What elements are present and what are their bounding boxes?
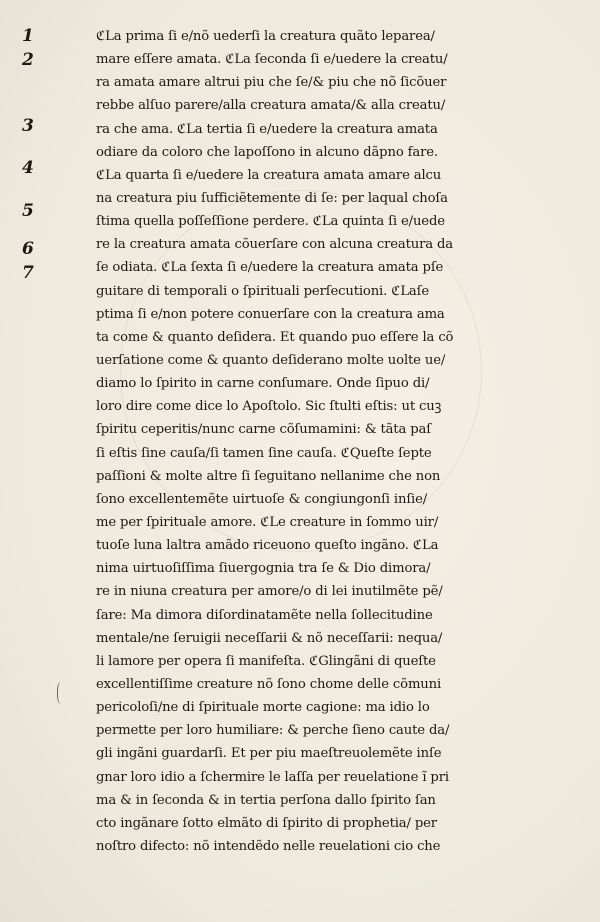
text-block — [96, 25, 566, 858]
text-line: ptima ſi e/non potere conuerſare con la creatura ama — [96, 306, 445, 322]
margin-number-1: 1 — [22, 26, 34, 46]
text-line: ta come & quanto deſidera. Et quando puo eſſere la cõ — [96, 329, 454, 345]
text-line: nima uirtuoſiſſima ſiuergognia tra ſe & Dio dimora/ — [96, 561, 431, 577]
text-line: re in niuna creatura per amore/o di lei inutilmẽte pẽ/ — [96, 584, 443, 600]
text-line: ra che ama. ℭLa tertia ſi e/uedere la creatura amata — [96, 121, 438, 137]
margin-number-2: 2 — [22, 50, 34, 70]
text-line: gnar loro idio a ſchermire le laſſa per reuelatione ĩ pri — [96, 769, 449, 785]
text-line: ſtima quella poſſeſſione perdere. ℭLa quinta ſi e/uede — [96, 214, 445, 230]
text-line: excellentiſſime creature nõ ſono chome delle cõmuni — [96, 676, 442, 692]
text-line: ſi eſtis ſine cauſa/ſi tamen ſine cauſa. ℭQueſte ſepte — [96, 445, 432, 461]
margin-number-7: 7 — [22, 263, 34, 283]
text-line: ſare: Ma dimora diſordinatamẽte nella ſollecitudine — [96, 607, 433, 623]
text-line: guitare di temporali o ſpirituali perſecutioni. ℭLaſe — [96, 283, 430, 299]
margin-number-3: 3 — [22, 116, 34, 136]
text-line: ſe odiata. ℭLa ſexta ſi e/uedere la creatura amata pſe — [96, 260, 444, 276]
text-line: pericoloſi/ne di ſpirituale morte cagione: ma idio lo — [96, 700, 430, 716]
text-line: gli ingãni guardarſi. Et per piu maeſtreuolemẽte inſe — [96, 746, 442, 762]
margin-bracket-mark — [57, 682, 66, 704]
text-line: li lamore per opera ſi manifeſta. ℭGlingãni di queſte — [96, 653, 436, 669]
text-line: mentale/ne ſeruigii neceſſarii & nõ neceſſarii: nequa/ — [96, 630, 443, 646]
text-line: ma & in ſeconda & in tertia perſona dallo ſpirito ſan — [96, 792, 436, 808]
text-line: uerſatione come & quanto deſiderano molte uolte ue/ — [96, 352, 446, 368]
text-line: diamo lo ſpirito in carne conſumare. Onde ſipuo di/ — [96, 376, 430, 392]
text-line: paſſioni & molte altre ſi ſeguitano nellanime che non — [96, 468, 441, 484]
text-line: na creatura piu ſufficiẽtemente di ſe: per laqual choſa — [96, 190, 448, 206]
text-line: cto ingãnare ſotto elmãto di ſpirito di prophetia/ per — [96, 815, 437, 831]
margin-number-4: 4 — [22, 158, 34, 178]
text-line: loro dire come dice lo Apoſtolo. Sic ſtulti eſtis: ut cuꝫ — [96, 399, 442, 415]
text-line: re la creatura amata cõuerſare con alcuna creatura da — [96, 237, 454, 253]
text-line: ra amata amare altrui piu che ſe/& piu che nõ ſicõuer — [96, 75, 447, 91]
margin-number-5: 5 — [22, 201, 34, 221]
text-line: tuoſe luna laltra amãdo riceuono queſto ingãno. ℭLa — [96, 538, 439, 554]
text-line: noſtro difecto: nõ intendẽdo nelle reuelationi cio che — [96, 838, 441, 854]
text-line: ℭLa quarta ſi e/uedere la creatura amata amare alcu — [96, 167, 442, 183]
text-line: permette per loro humiliare: & perche ſieno caute da/ — [96, 723, 450, 739]
margin-number-6: 6 — [22, 239, 34, 259]
text-line: rebbe alſuo parere/alla creatura amata/& alla creatu/ — [96, 98, 446, 114]
text-line: me per ſpirituale amore. ℭLe creature in ſommo uir/ — [96, 514, 439, 530]
text-line: ſono excellentemẽte uirtuoſe & congiungonſi inſie/ — [96, 491, 428, 507]
text-line: odiare da coloro che lapoſſono in alcuno dãpno fare. — [96, 144, 438, 160]
text-line: ℭLa prima ſi e/nõ uederſi la creatura quãto leparea/ — [96, 29, 435, 44]
text-line: ſpiritu ceperitis/nunc carne cõſumamini: & tãta paſ — [96, 422, 431, 438]
text-line: mare eſſere amata. ℭLa ſeconda ſi e/uedere la creatu/ — [96, 52, 448, 68]
